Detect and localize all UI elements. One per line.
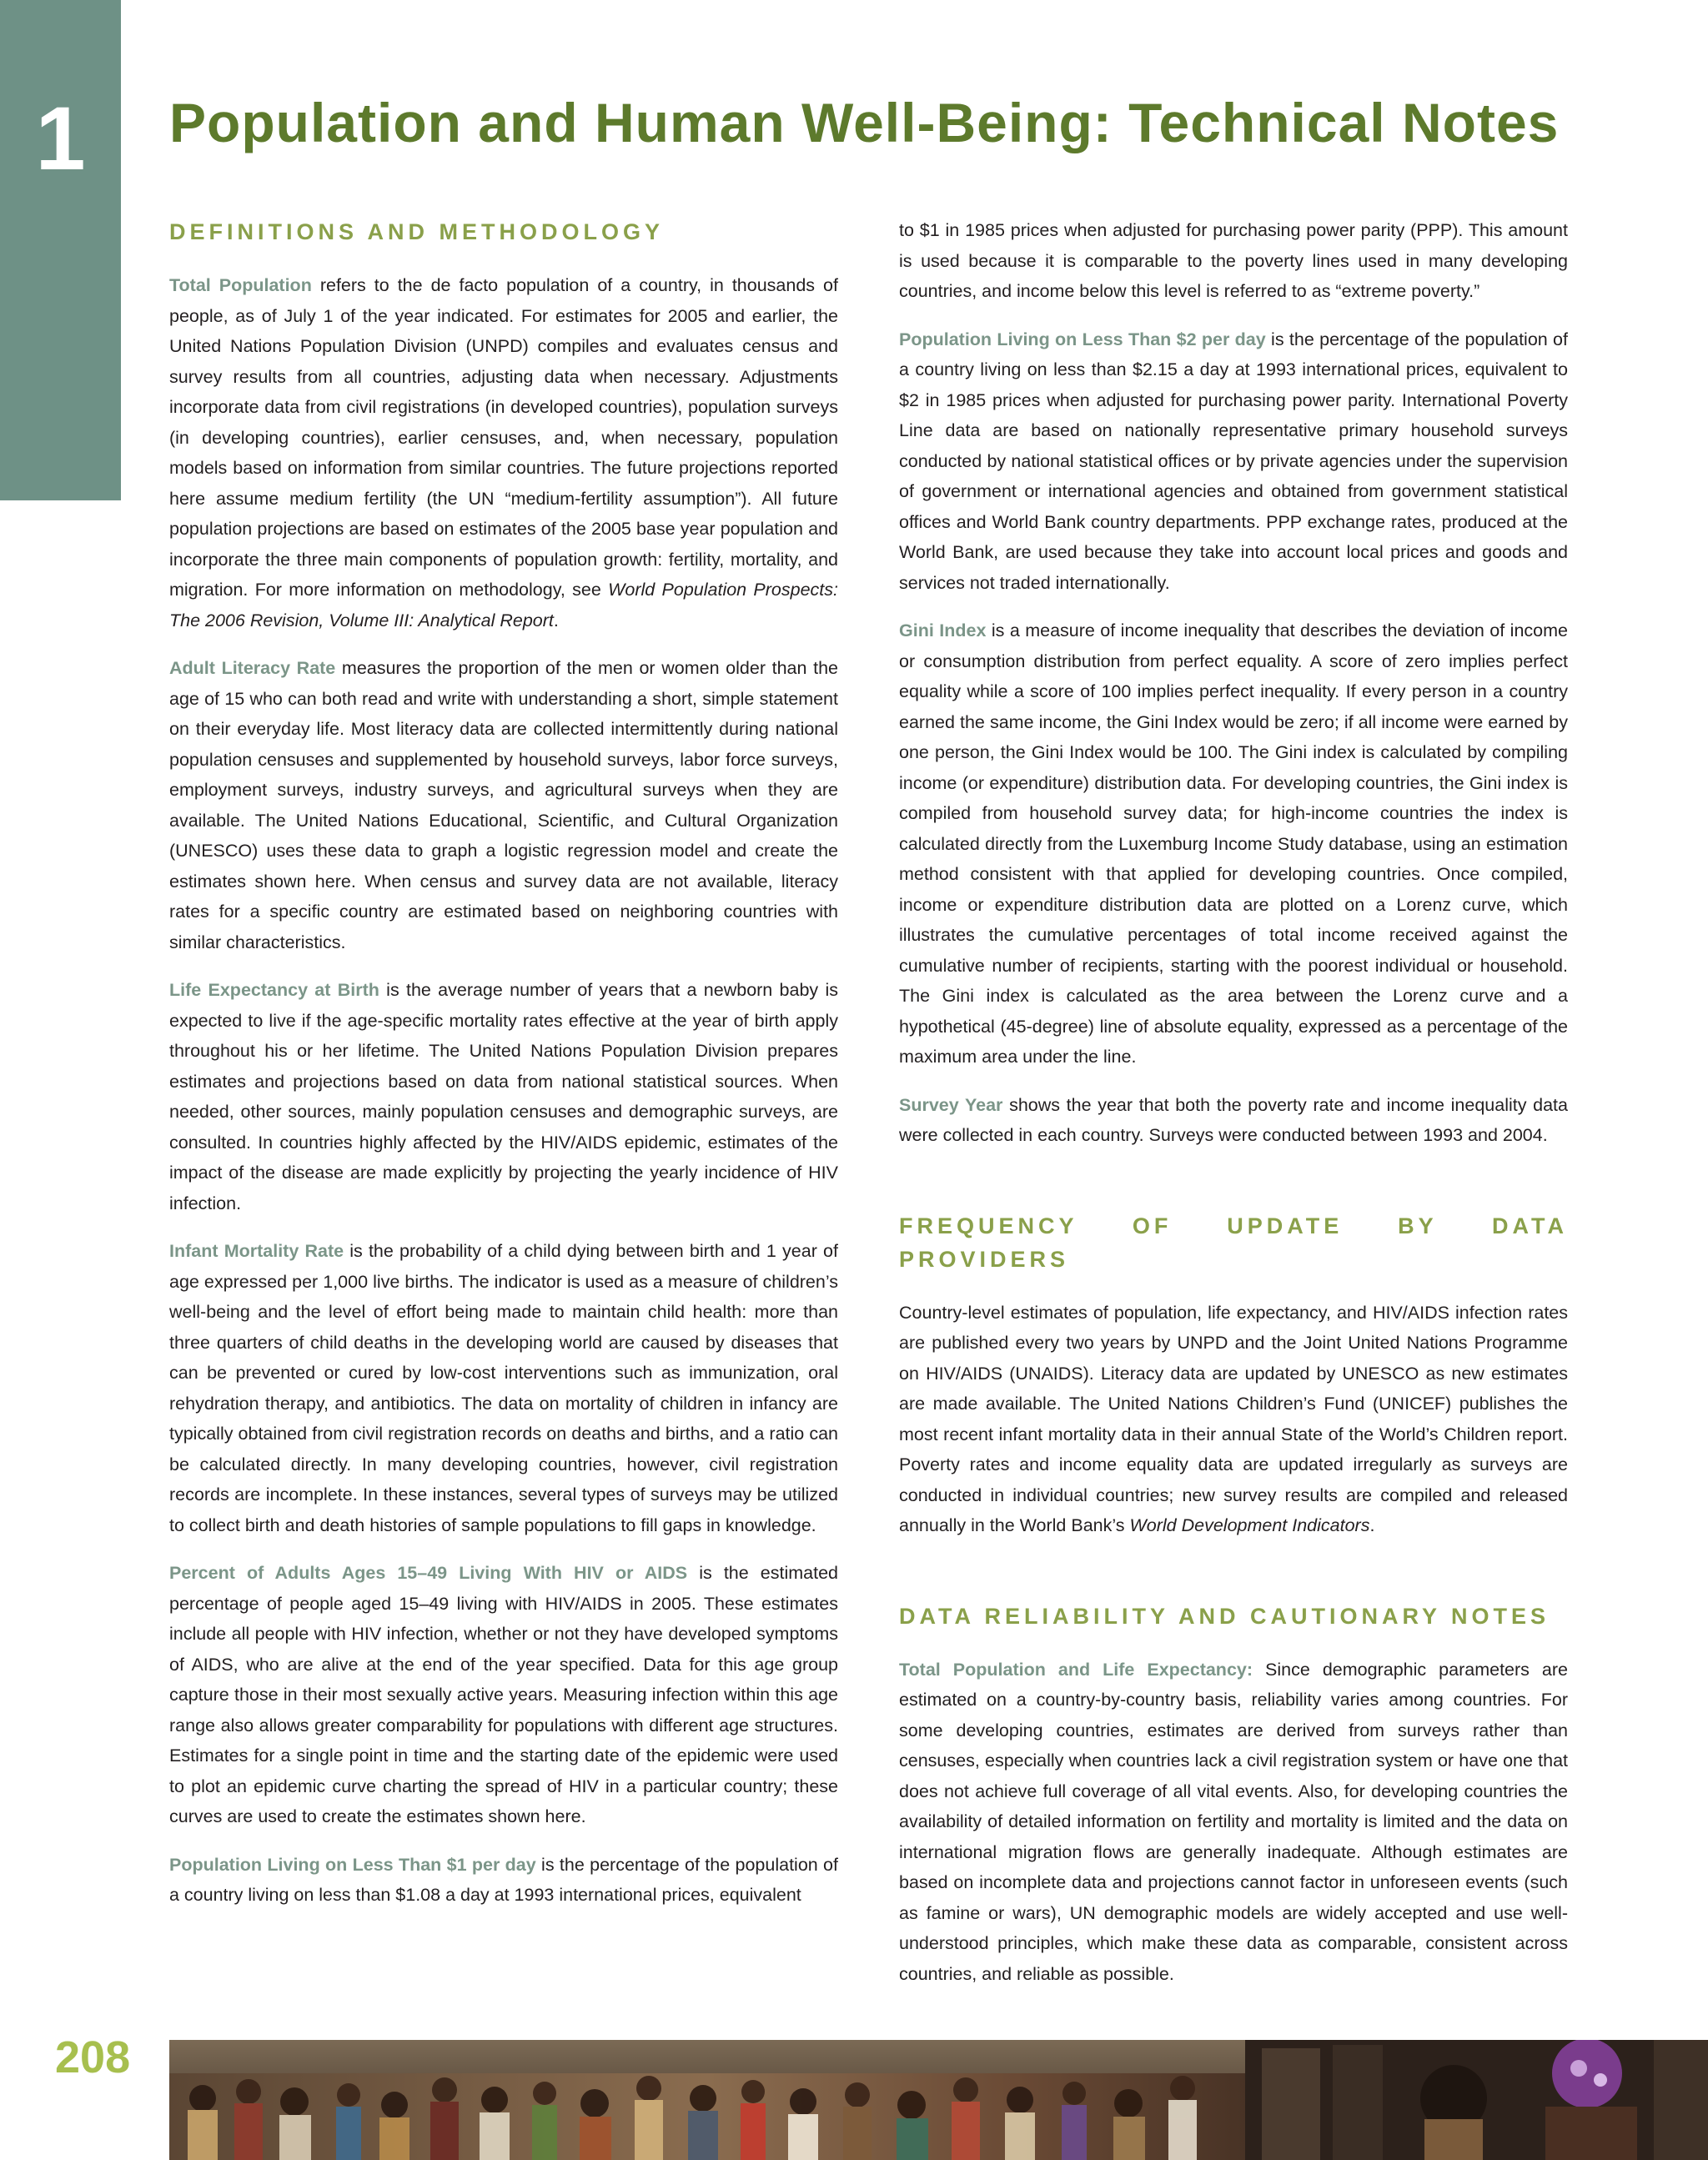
paragraph-poverty-continued bbox=[899, 215, 1568, 307]
section-heading-definitions: DEFINITIONS AND METHODOLOGY bbox=[169, 219, 664, 244]
paragraph-poverty-2-dollar bbox=[899, 324, 1568, 599]
chapter-tab bbox=[0, 0, 121, 500]
reference-title: World Development Indicators bbox=[1129, 1515, 1370, 1535]
left-column bbox=[169, 215, 838, 1928]
term-survey-year: Survey Year bbox=[899, 1094, 1003, 1115]
term-gini-index: Gini Index bbox=[899, 620, 987, 640]
paragraph-adult-literacy bbox=[169, 653, 838, 957]
paragraph-text: is the percentage of the population of a country living on less than $1.08 a day at 1993 international prices, equivalent bbox=[169, 1854, 838, 1905]
reference-title: World Population Prospects: The 2006 Revision, Volume III: Analytical Report bbox=[169, 580, 838, 630]
paragraph-total-population bbox=[169, 270, 838, 635]
term-life-expectancy: Life Expectancy at Birth bbox=[169, 980, 379, 1000]
paragraph-hiv-aids bbox=[169, 1558, 838, 1832]
term-total-population: Total Population bbox=[169, 275, 312, 295]
paragraph-life-expectancy bbox=[169, 975, 838, 1218]
paragraph-reliability bbox=[899, 1655, 1568, 1990]
term-hiv-aids: Percent of Adults Ages 15–49 Living With HIV or AIDS bbox=[169, 1563, 688, 1583]
paragraph-text: refers to the de facto population of a country, in thousands of people, as of July 1 of the year indicated. For estimates for 2005 and earlier, the United Nations Population Division (UNPD) compiles and evaluates census and survey results from all countries, adjusting data when necessary. Adjustments incorporate data from civil registrations (in developed countries), population surveys (in developing countries), earlier censuses, and, when necessary, population models based on information from similar countries. The future projections reported here assume medium fertility (the UN “medium-fertility assumption”). All future population projections are based on estimates of the 2005 base year population and incorporate the three main components of population growth: fertility, mortality, and migration. For more information on methodology, see bbox=[169, 275, 838, 600]
term-infant-mortality: Infant Mortality Rate bbox=[169, 1241, 344, 1261]
term-total-population-life-expectancy: Total Population and Life Expectancy: bbox=[899, 1659, 1253, 1680]
paragraph-infant-mortality bbox=[169, 1236, 838, 1540]
paragraph-text: measures the proportion of the men or women older than the age of 15 who can both read and write with understanding a short, simple statement on their everyday life. Most literacy data are collected intermittently during national population censuses and supplemented by household surveys, labor force surveys, employment surveys, industry surveys, and agricultural surveys when they are available. The United Nations Educational, Scientific, and Cultural Organization (UNESCO) uses these data to graph a logistic regression model and create the estimates shown here. When census and survey data are not available, literacy rates for a specific country are estimated based on neighboring countries with similar characteristics. bbox=[169, 658, 838, 952]
term-poverty-1-dollar: Population Living on Less Than $1 per day bbox=[169, 1854, 536, 1875]
page-number: 208 bbox=[55, 2032, 131, 2082]
section-heading-reliability: DATA RELIABILITY AND CAUTIONARY NOTES bbox=[899, 1603, 1550, 1629]
paragraph-survey-year bbox=[899, 1090, 1568, 1151]
paragraph-text: is the probability of a child dying between birth and 1 year of age expressed per 1,000 live births. The indicator is used as a measure of children’s well-being and the level of effort being made to maintain child health: more than three quarters of child deaths in the developing world are caused by diseases that can be prevented or cured by low-cost interventions such as immunization, oral rehydration therapy, and antibiotics. The data on mortality of children in infancy are typically obtained from civil registration records on deaths and births, and a ratio can be calculated directly. In many developing countries, however, civil registration records are incomplete. In these instances, several types of surveys may be utilized to collect birth and death histories of sample populations to fill gaps in knowledge. bbox=[169, 1241, 838, 1535]
paragraph-text: Since demographic parameters are estimated on a country-by-country basis, reliability varies among countries. For some developing countries, estimates are derived from surveys rather than censuses, especially when countries lack a civil registration system or have one that does not achieve full coverage of all vital events. Also, for developing countries the availability of detailed information on fertility and mortality is limited and the data on international migration flows are generally inadequate. Although estimates are based on incomplete data and projections cannot factor in unforeseen events (such as famine or wars), UN demographic models are widely accepted and use well-understood principles, which make these data as comparable, consistent across countries, and reliable as possible. bbox=[899, 1659, 1568, 1984]
paragraph-text: to $1 in 1985 prices when adjusted for purchasing power parity (PPP). This amount is used because it is comparable to the poverty lines used in many developing countries, and income below this level is referred to as “extreme poverty.” bbox=[899, 220, 1568, 301]
paragraph-text: is the estimated percentage of people aged 15–49 living with HIV/AIDS in 2005. These estimates include all people with HIV infection, whether or not they have developed symptoms of AIDS, who are alive at the end of the year specified. Data for this age group capture those in their most sexually active years. Measuring infection within this age range also allows greater comparability for populations with different age structures. Estimates for a single point in time and the starting date of the epidemic were used to plot an epidemic curve charting the spread of HIV in a particular country; these curves are used to create the estimates shown here. bbox=[169, 1563, 839, 1826]
right-column bbox=[899, 215, 1568, 2007]
paragraph-gini-index bbox=[899, 615, 1568, 1072]
crowd-photo-image bbox=[169, 2040, 1708, 2160]
paragraph-text: is the average number of years that a newborn baby is expected to live if the age-specific mortality rates effective at the year of birth apply throughout his or her lifetime. The United Nations Population Division prepares estimates and projections based on data from national statistical sources. When needed, other sources, mainly population censuses and demographic surveys, are consulted. In countries highly affected by the HIV/AIDS epidemic, estimates of the impact of the disease are made explicitly by projecting the yearly incidence of HIV infection. bbox=[169, 980, 838, 1213]
paragraph-poverty-1-dollar bbox=[169, 1850, 838, 1911]
paragraph-tail: . bbox=[553, 610, 559, 630]
paragraph-text: Country-level estimates of population, life expectancy, and HIV/AIDS infection rates are published every two years by UNPD and the Joint United Nations Programme on HIV/AIDS (UNAIDS). Literacy data are updated by UNESCO as new estimates are made available. The United Nations Children’s Fund (UNICEF) publishes the most recent infant mortality data in their annual State of the World’s Children report. Poverty rates and income equality data are updated irregularly as surveys are conducted in individual countries; new survey results are compiled and released annually in the World Bank’s bbox=[899, 1302, 1568, 1535]
paragraph-text: is the percentage of the population of a country living on less than $2.15 a day at 1993 international prices, equivalent to $2 in 1985 prices when adjusted for purchasing power parity. International Poverty Line data are based on nationally representative primary household surveys conducted by national statistical offices or by private agencies under the supervision of government or international agencies and obtained from government statistical offices and World Bank country departments. PPP exchange rates, produced at the World Bank, are used because they take into account local prices and goods and services not traded internationally. bbox=[899, 329, 1568, 593]
paragraph-frequency bbox=[899, 1298, 1568, 1541]
footer-photo-strip bbox=[169, 2040, 1708, 2160]
paragraph-tail: . bbox=[1369, 1515, 1375, 1535]
term-adult-literacy: Adult Literacy Rate bbox=[169, 658, 336, 678]
term-poverty-2-dollar: Population Living on Less Than $2 per day bbox=[899, 329, 1266, 349]
paragraph-text: is a measure of income inequality that describes the deviation of income or consumption distribution from perfect equality. A score of zero implies perfect equality while a score of 100 implies perfect inequality. If every person in a country earned the same income, the Gini Index would be zero; if all income were earned by one person, the Gini Index would be 100. The Gini index is calculated by compiling income (or expenditure) distribution data. For developing countries, the Gini index is compiled from household survey data; for high-income countries the index is calculated directly from the Luxemburg Income Study database, using an estimation method consistent with that applied for developing countries. Once compiled, income or expenditure distribution data are plotted on a Lorenz curve, which illustrates the cumulative percentages of total income received against the cumulative number of recipients, starting with the poorest individual or household. The Gini index is calculated as the area between the Lorenz curve and a hypothetical (45-degree) line of absolute equality, expressed as a percentage of the maximum area under the line. bbox=[899, 620, 1568, 1067]
page-title: Population and Human Well-Being: Technical Notes bbox=[169, 92, 1560, 153]
section-heading-frequency: FREQUENCY OF UPDATE BY DATA PROVIDERS bbox=[899, 1213, 1568, 1272]
chapter-number: 1 bbox=[35, 88, 86, 188]
paragraph-text: shows the year that both the poverty rate and income inequality data were collected in each country. Surveys were conducted between 1993 and 2004. bbox=[899, 1094, 1568, 1145]
